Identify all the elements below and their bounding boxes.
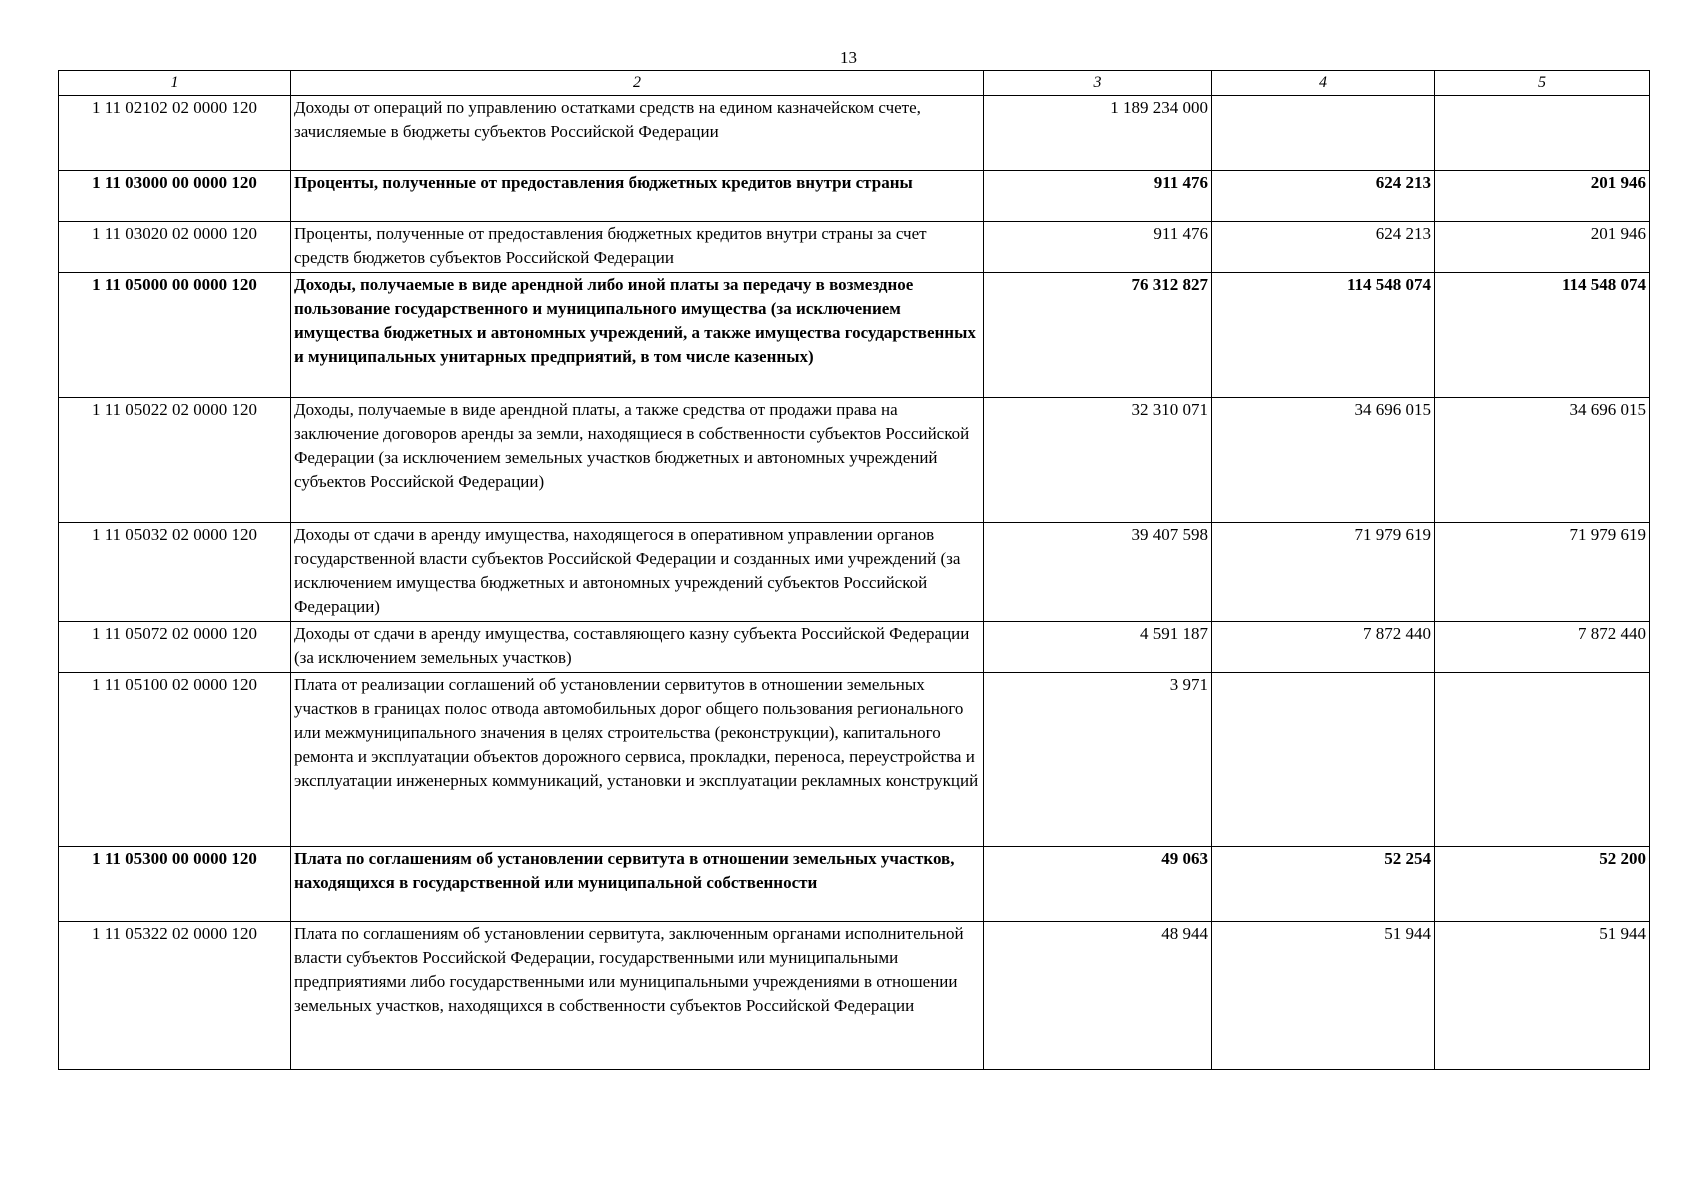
value-col-4: 7 872 440 bbox=[1212, 622, 1435, 673]
revenue-name: Доходы от сдачи в аренду имущества, находящегося в оперативном управлении органов государственной власти субъектов Российской Федерации и созданных ими учреждений (за исключением имущества бюджетных и автономных учреждений субъектов Российской Федерации) bbox=[291, 523, 984, 622]
classification-code: 1 11 05032 02 0000 120 bbox=[59, 523, 291, 622]
value-col-5: 71 979 619 bbox=[1435, 523, 1650, 622]
classification-code: 1 11 05022 02 0000 120 bbox=[59, 398, 291, 523]
revenue-name: Плата по соглашениям об установлении сервитута, заключенным органами исполнительной власти субъектов Российской Федерации, государственными или муниципальными предприятиями либо государственными или муниципальными учреждениями в отношении земельных участков, находящихся в собственности субъектов Российской Федерации bbox=[291, 922, 984, 1070]
value-col-5: 51 944 bbox=[1435, 922, 1650, 1070]
classification-code: 1 11 05000 00 0000 120 bbox=[59, 273, 291, 398]
value-col-4 bbox=[1212, 673, 1435, 847]
value-col-4: 52 254 bbox=[1212, 847, 1435, 922]
revenue-name: Плата по соглашениям об установлении сервитута в отношении земельных участков, находящихся в государственной или муниципальной собственности bbox=[291, 847, 984, 922]
revenue-name: Доходы от операций по управлению остатками средств на едином казначейском счете, зачисляемые в бюджеты субъектов Российской Федерации bbox=[291, 96, 984, 171]
page-number: 13 bbox=[840, 48, 857, 67]
revenue-name: Доходы, получаемые в виде арендной платы, а также средства от продажи права на заключение договоров аренды за земли, находящиеся в собственности субъектов Российской Федерации (за исключением земельных участков бюджетных и автономных учреждений субъектов Российской Федерации) bbox=[291, 398, 984, 523]
value-col-5: 114 548 074 bbox=[1435, 273, 1650, 398]
value-col-4: 624 213 bbox=[1212, 171, 1435, 222]
value-col-5: 52 200 bbox=[1435, 847, 1650, 922]
budget-revenue-table bbox=[58, 70, 1650, 1070]
value-col-3: 3 971 bbox=[984, 673, 1212, 847]
table-row bbox=[59, 673, 1650, 847]
revenue-name: Доходы от сдачи в аренду имущества, составляющего казну субъекта Российской Федерации (за исключением земельных участков) bbox=[291, 622, 984, 673]
table-row bbox=[59, 273, 1650, 398]
revenue-name: Доходы, получаемые в виде арендной либо иной платы за передачу в возмездное пользование государственного и муниципального имущества (за исключением имущества бюджетных и автономных учреждений, а также имущества государственных и муниципальных унитарных предприятий, в том числе казенных) bbox=[291, 273, 984, 398]
value-col-5: 34 696 015 bbox=[1435, 398, 1650, 523]
value-col-3: 48 944 bbox=[984, 922, 1212, 1070]
classification-code: 1 11 03020 02 0000 120 bbox=[59, 222, 291, 273]
classification-code: 1 11 05100 02 0000 120 bbox=[59, 673, 291, 847]
classification-code: 1 11 05322 02 0000 120 bbox=[59, 922, 291, 1070]
value-col-5 bbox=[1435, 673, 1650, 847]
table-row bbox=[59, 622, 1650, 673]
value-col-3: 76 312 827 bbox=[984, 273, 1212, 398]
table-row bbox=[59, 96, 1650, 171]
classification-code: 1 11 05072 02 0000 120 bbox=[59, 622, 291, 673]
column-header: 4 bbox=[1212, 71, 1435, 96]
table-row bbox=[59, 171, 1650, 222]
value-col-3: 1 189 234 000 bbox=[984, 96, 1212, 171]
value-col-3: 911 476 bbox=[984, 171, 1212, 222]
revenue-name: Проценты, полученные от предоставления бюджетных кредитов внутри страны bbox=[291, 171, 984, 222]
value-col-4 bbox=[1212, 96, 1435, 171]
value-col-5: 201 946 bbox=[1435, 171, 1650, 222]
table-header-row bbox=[59, 71, 1650, 96]
column-header: 5 bbox=[1435, 71, 1650, 96]
value-col-5 bbox=[1435, 96, 1650, 171]
value-col-3: 39 407 598 bbox=[984, 523, 1212, 622]
value-col-5: 201 946 bbox=[1435, 222, 1650, 273]
value-col-4: 51 944 bbox=[1212, 922, 1435, 1070]
revenue-name: Плата от реализации соглашений об установлении сервитутов в отношении земельных участков в границах полос отвода автомобильных дорог общего пользования регионального или межмуниципального значения в целях строительства (реконструкции), капитального ремонта и эксплуатации объектов дорожного сервиса, прокладки, переноса, переустройства и эксплуатации инженерных коммуникаций, установки и эксплуатации рекламных конструкций bbox=[291, 673, 984, 847]
value-col-4: 34 696 015 bbox=[1212, 398, 1435, 523]
revenue-name: Проценты, полученные от предоставления бюджетных кредитов внутри страны за счет средств бюджетов субъектов Российской Федерации bbox=[291, 222, 984, 273]
table-row bbox=[59, 922, 1650, 1070]
value-col-4: 71 979 619 bbox=[1212, 523, 1435, 622]
value-col-3: 32 310 071 bbox=[984, 398, 1212, 523]
value-col-4: 114 548 074 bbox=[1212, 273, 1435, 398]
value-col-3: 49 063 bbox=[984, 847, 1212, 922]
table-row bbox=[59, 398, 1650, 523]
value-col-4: 624 213 bbox=[1212, 222, 1435, 273]
table-row bbox=[59, 847, 1650, 922]
column-header: 2 bbox=[291, 71, 984, 96]
value-col-3: 911 476 bbox=[984, 222, 1212, 273]
classification-code: 1 11 05300 00 0000 120 bbox=[59, 847, 291, 922]
classification-code: 1 11 02102 02 0000 120 bbox=[59, 96, 291, 171]
table-row bbox=[59, 523, 1650, 622]
value-col-5: 7 872 440 bbox=[1435, 622, 1650, 673]
value-col-3: 4 591 187 bbox=[984, 622, 1212, 673]
column-header: 3 bbox=[984, 71, 1212, 96]
column-header: 1 bbox=[59, 71, 291, 96]
classification-code: 1 11 03000 00 0000 120 bbox=[59, 171, 291, 222]
table-row bbox=[59, 222, 1650, 273]
